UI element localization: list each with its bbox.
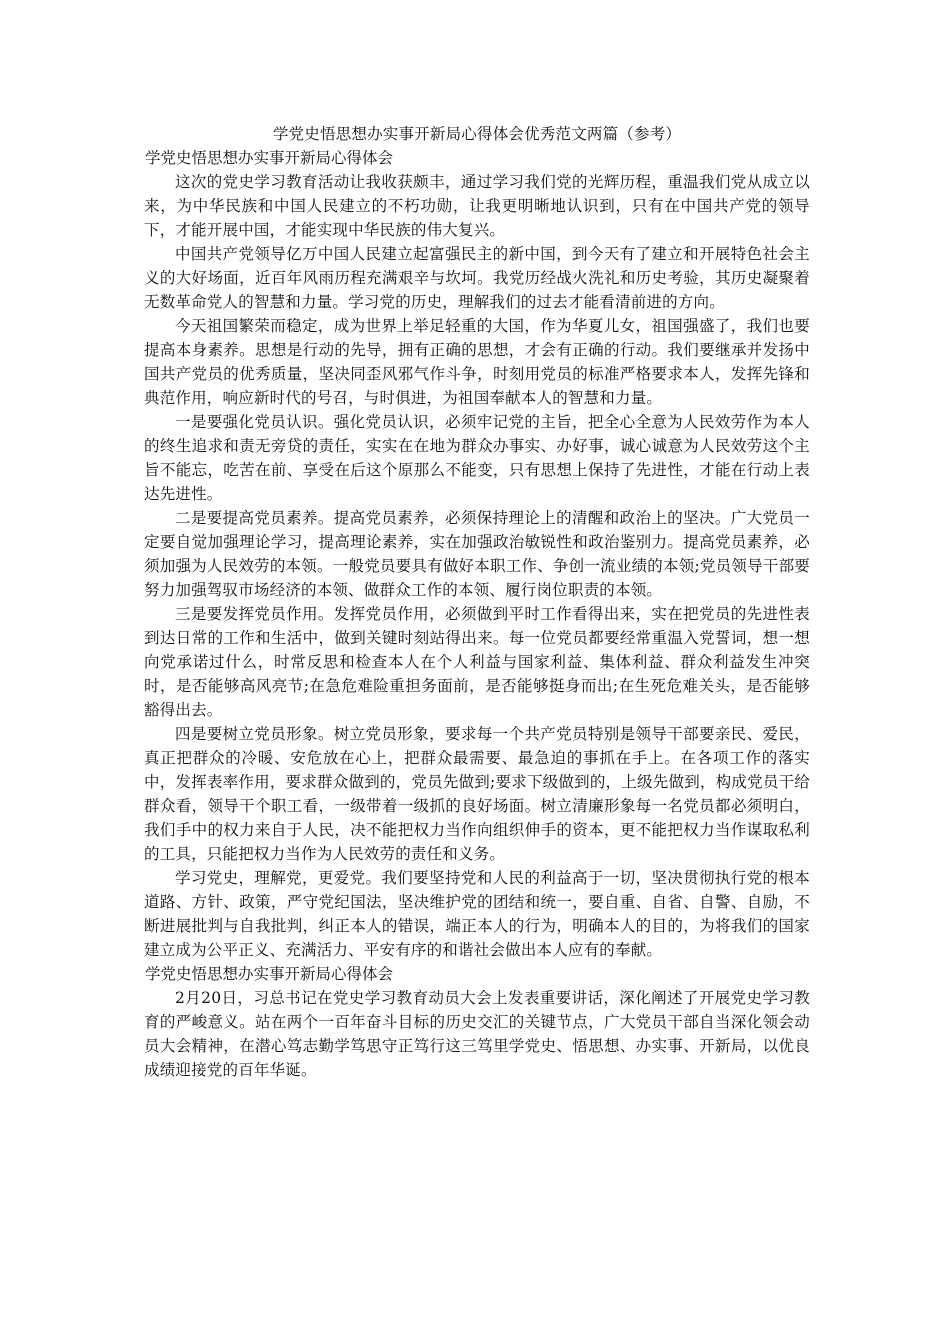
section-1-paragraph: 今天祖国繁荣而稳定，成为世界上举足轻重的大国，作为华夏儿女，祖国强盛了，我们也要提高本身素养。思想是行动的先导，拥有正确的思想，才会有正确的行动。我们要继承并发扬中国共产党员的优秀质量，坚决同歪风邪气作斗争，时刻用党员的标准严格要求本人，发挥先锋和典范作用，响应新时代的号召，与时俱进，为祖国奉献本人的智慧和力量。 xyxy=(144,317,810,407)
section-2-paragraph: 2月20日，习总书记在党史学习教育动员大会上发表重要讲话，深化阐述了开展党史学习教育的严峻意义。站在两个一百年奋斗目标的历史交汇的关键节点，广大党员干部自当深化领会动员大会精神，在潜心笃志勤学笃思守正笃行这三笃里学党史、悟思想、办实事、开新局，以优良成绩迎接党的百年华诞。 xyxy=(144,989,810,1079)
section-1-paragraph: 这次的党史学习教育活动让我收获颇丰，通过学习我们党的光辉历程，重温我们党从成立以来，为中华民族和中国人民建立的不朽功勋，让我更明晰地认识到，只有在中国共产党的领导下，才能开展中国，才能实现中华民族的伟大复兴。 xyxy=(144,173,810,239)
document-title: 学党史悟思想办实事开新局心得体会优秀范文两篇（参考） xyxy=(272,125,682,143)
section-2-heading: 学党史悟思想办实事开新局心得体会 xyxy=(145,965,394,983)
section-1-paragraph: 中国共产党领导亿万中国人民建立起富强民主的新中国，到今天有了建立和开展特色社会主义的大好场面，近百年风雨历程充满艰辛与坎坷。我党历经战火洗礼和历史考验，其历史凝聚着无数革命党人的智慧和力量。学习党的历史，理解我们的过去才能看清前进的方向。 xyxy=(144,245,810,311)
document-page xyxy=(144,122,810,1082)
section-1-paragraph: 学习党史，理解党，更爱党。我们要坚持党和人民的利益高于一切，坚决贯彻执行党的根本道路、方针、政策，严守党纪国法，坚决维护党的团结和统一，要自重、自省、自警、自励，不断进展批判与自我批判，纠正本人的错误，端正本人的行为，明确本人的目的，为将我们的国家建立成为公平正义、充满活力、平安有序的和谐社会做出本人应有的奉献。 xyxy=(144,869,810,959)
section-1-heading: 学党史悟思想办实事开新局心得体会 xyxy=(145,149,394,167)
section-1-paragraph: 四是要树立党员形象。树立党员形象，要求每一个共产党员特别是领导干部要亲民、爱民，真正把群众的冷暖、安危放在心上，把群众最需要、最急迫的事抓在手上。在各项工作的落实中，发挥表率作用，要求群众做到的，党员先做到;要求下级做到的，上级先做到，构成党员干给群众看，领导干个职工看，一级带着一级抓的良好场面。树立清廉形象每一名党员都必须明白，我们手中的权力来自于人民，决不能把权力当作向组织伸手的资本，更不能把权力当作谋取私利的工具，只能把权力当作为人民效劳的责任和义务。 xyxy=(144,725,810,863)
section-1-paragraph: 三是要发挥党员作用。发挥党员作用，必须做到平时工作看得出来，实在把党员的先进性表到达日常的工作和生活中，做到关键时刻站得出来。每一位党员都要经常重温入党誓词，想一想向党承诺过什么，时常反思和检查本人在个人利益与国家利益、集体利益、群众利益发生冲突时，是否能够高风亮节;在急危难险重担务面前，是否能够挺身而出;在生死危难关头，是否能够豁得出去。 xyxy=(144,605,810,719)
section-1-paragraph: 二是要提高党员素养。提高党员素养，必须保持理论上的清醒和政治上的坚决。广大党员一定要自觉加强理论学习，提高理论素养，实在加强政治敏锐性和政治鉴别力。提高党员素养，必须加强为人民效劳的本领。一般党员要具有做好本职工作、争创一流业绩的本领;党员领导干部要努力加强驾驭市场经济的本领、做群众工作的本领、履行岗位职责的本领。 xyxy=(144,509,810,599)
section-1-paragraph: 一是要强化党员认识。强化党员认识，必须牢记党的主旨，把全心全意为人民效劳作为本人的终生追求和责无旁贷的责任，实实在在地为群众办事实、办好事，诚心诚意为人民效劳这个主旨不能忘，吃苦在前、享受在后这个原那么不能变，只有思想上保持了先进性，才能在行动上表达先进性。 xyxy=(144,413,810,503)
